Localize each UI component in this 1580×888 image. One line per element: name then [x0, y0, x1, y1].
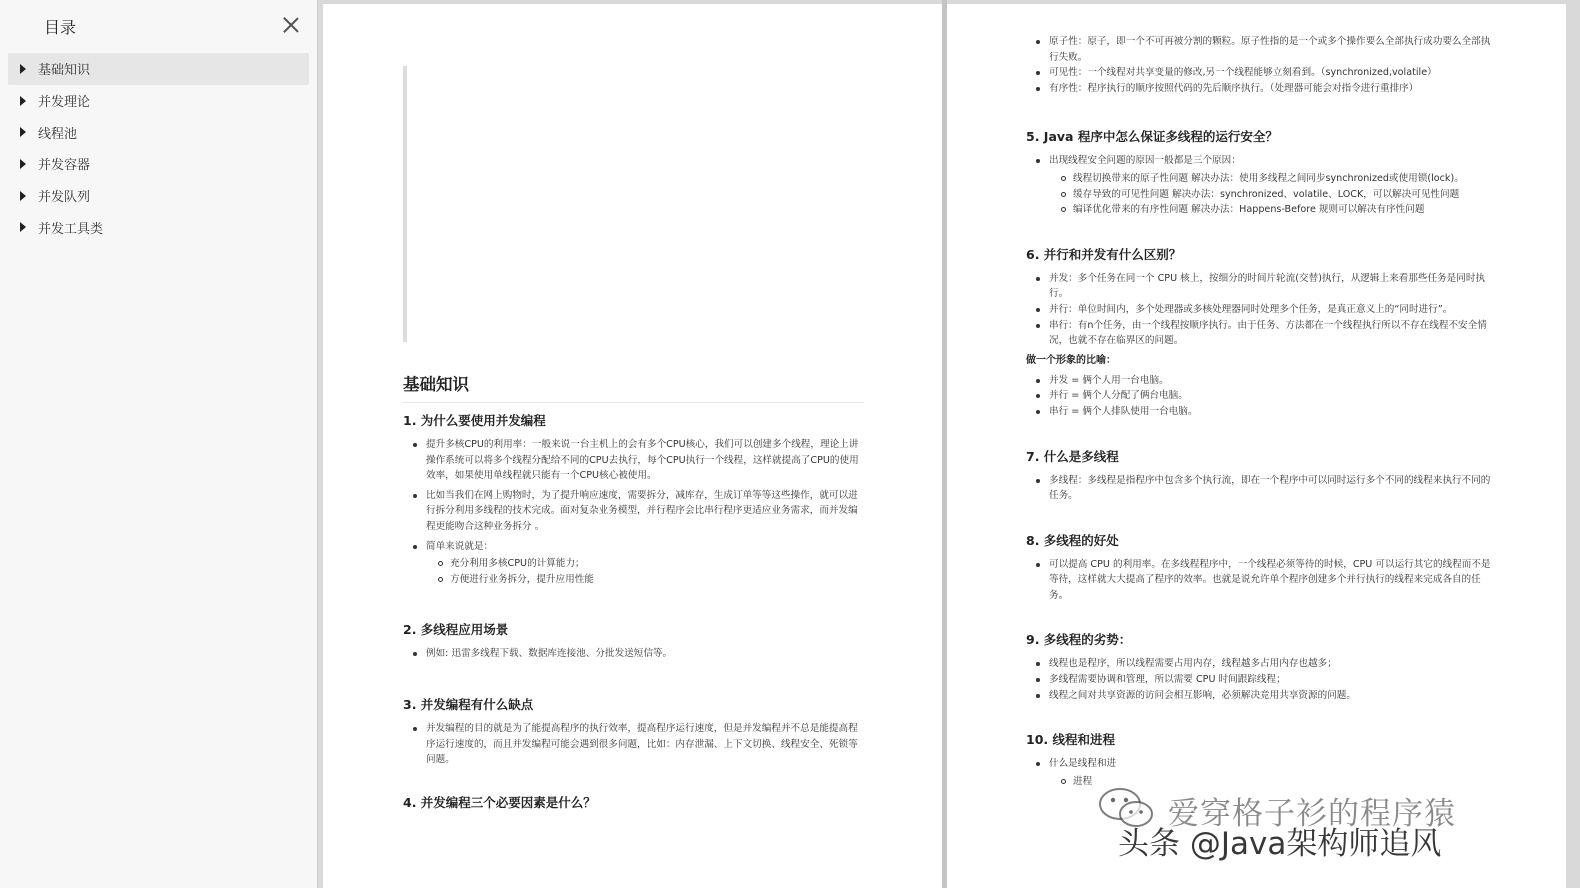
bullet-list	[403, 437, 864, 587]
question-heading: 4. 并发编程三个必要因素是什么？	[403, 794, 596, 810]
bullet-list	[1026, 656, 1492, 703]
sub-list	[1049, 774, 1492, 790]
blockquote-bar	[403, 66, 407, 342]
page-edge-right	[1566, 0, 1580, 888]
toc-header	[0, 0, 317, 52]
list-item: 线程之间对共享资源的访问会相互影响，必须解决竞用共享资源的问题。	[1026, 688, 1492, 704]
list-item	[1026, 756, 1492, 789]
document-page-1	[323, 4, 942, 888]
toc-item-thread-pool[interactable]	[8, 116, 309, 148]
toc-item-label: 并发理论	[38, 95, 91, 111]
list-item: 比如当我们在网上购物时，为了提升响应速度，需要拆分，减库存，生成订单等等这些操作，就可以进行拆分利用多线程的技术完成。面对复杂业务模型，并行程序会比串行程序更适应业务需求，而并发编程更能吻合这种业务拆分 。	[403, 488, 864, 535]
question-heading: 1. 为什么要使用并发编程	[403, 413, 546, 428]
list-item: 并行 = 俩个人分配了俩台电脑。	[1026, 388, 1492, 404]
toc-item-label: 并发工具类	[38, 221, 104, 237]
toc-item-queues[interactable]	[8, 180, 309, 212]
question-heading: 9. 多线程的劣势：	[1026, 632, 1132, 648]
bullet-list	[1026, 557, 1492, 604]
bullet-list	[403, 646, 864, 662]
sub-list-item: 方便进行业务拆分，提升应用性能	[426, 572, 864, 588]
list-item: 串行：有n个任务，由一个线程按顺序执行。由于任务、方法都在一个线程执行所以不存在线程不安全情况，也就不存在临界区的问题。	[1026, 318, 1492, 349]
toc-item-basics[interactable]	[8, 53, 309, 85]
list-item	[1026, 153, 1492, 217]
question-heading: 6. 并行和并发有什么区别？	[1026, 246, 1182, 262]
bullet-list	[403, 721, 864, 768]
page-1-content	[403, 372, 864, 819]
bullet-list	[1026, 153, 1492, 217]
watermark-text-2: 头条 @Java架构师追风	[1118, 826, 1442, 862]
page-2-content	[1026, 34, 1492, 789]
toc-item-tools[interactable]	[8, 211, 309, 243]
list-item-text: 什么是线程和进	[1049, 758, 1117, 770]
list-item: 可以提高 CPU 的利用率。在多线程程序中，一个线程必须等待的时候，CPU 可以运行其它的线程而不是等待，这样就大大提高了程序的效率。也就是说允许单个程序创建多个并行执行的线程来完成各自的任务。	[1026, 557, 1492, 604]
bullet-list	[1026, 373, 1492, 420]
sub-list-item: 线程切换带来的原子性问题 解决办法：使用多线程之间同步synchronized或使用锁(lock)。	[1049, 171, 1492, 187]
toc-item-containers[interactable]	[8, 148, 309, 180]
list-item: 例如: 迅雷多线程下载、数据库连接池、分批发送短信等。	[403, 646, 864, 662]
question-heading: 2. 多线程应用场景	[403, 622, 509, 638]
section-title: 基础知识	[403, 372, 864, 403]
list-item: 线程也是程序，所以线程需要占用内存，线程越多占用内存也越多；	[1026, 656, 1492, 672]
toc-title: 目录	[44, 17, 77, 37]
sub-list	[1049, 171, 1492, 218]
list-item: 并发 = 俩个人用一台电脑。	[1026, 373, 1492, 389]
bullet-list	[1026, 271, 1492, 349]
list-item: 原子性：原子，即一个不可再被分割的颗粒。原子性指的是一个或多个操作要么全部执行成功要么全部执行失败。	[1026, 34, 1492, 65]
caret-right-icon[interactable]	[20, 127, 26, 137]
toc-item-label: 基础知识	[38, 63, 91, 79]
bullet-list	[1026, 756, 1492, 789]
toc-item-theory[interactable]	[8, 85, 309, 117]
list-item: 多线程需要协调和管理，所以需要 CPU 时间跟踪线程；	[1026, 672, 1492, 688]
caret-right-icon[interactable]	[20, 96, 26, 106]
caret-right-icon[interactable]	[20, 222, 26, 232]
close-icon[interactable]	[281, 15, 301, 35]
list-item: 多线程：多线程是指程序中包含多个执行流，即在一个程序中可以同时运行多个不同的线程来执行不同的任务。	[1026, 473, 1492, 504]
list-item: 并发编程的目的就是为了能提高程序的执行效率，提高程序运行速度，但是并发编程并不总是能提高程序运行速度的，而且并发编程可能会遇到很多问题，比如：内存泄漏、上下文切换、线程安全、死锁等问题。	[403, 721, 864, 768]
caret-right-icon[interactable]	[20, 191, 26, 201]
question-heading: 10. 线程和进程	[1026, 732, 1115, 748]
bullet-list	[1026, 34, 1492, 96]
toc-sidebar	[0, 0, 318, 888]
list-item: 可见性：一个线程对共享变量的修改,另一个线程能够立刻看到。（synchronized,volatile）	[1026, 65, 1492, 81]
question-heading: 7. 什么是多线程	[1026, 448, 1119, 464]
caret-right-icon[interactable]	[20, 159, 26, 169]
toc-item-label: 线程池	[38, 126, 78, 142]
list-item-text: 出现线程安全问题的原因一般都是三个原因：	[1049, 155, 1241, 167]
toc-item-label: 并发队列	[38, 190, 91, 206]
list-item: 串行 = 俩个人排队使用一台电脑。	[1026, 404, 1492, 420]
list-item-text: 简单来说就是：	[426, 540, 494, 552]
question-heading: 8. 多线程的好处	[1026, 532, 1119, 548]
caret-right-icon[interactable]	[20, 64, 26, 74]
list-item: 有序性：程序执行的顺序按照代码的先后顺序执行。（处理器可能会对指令进行重排序）	[1026, 81, 1492, 97]
toc-list	[0, 53, 317, 243]
watermark-text-1: 爱穿格子衫的程序猿	[1168, 796, 1456, 832]
sub-list	[426, 556, 864, 587]
list-item	[403, 539, 864, 588]
toc-item-label: 并发容器	[38, 158, 91, 174]
sub-list-item: 充分利用多核CPU的计算能力；	[426, 556, 864, 572]
list-item: 并行：单位时间内，多个处理器或多核处理器同时处理多个任务，是真正意义上的“同时进行”。	[1026, 302, 1492, 318]
question-heading: 3. 并发编程有什么缺点	[403, 696, 534, 712]
sub-list-item: 编译优化带来的有序性问题 解决办法：Happens-Before 规则可以解决有序性问题	[1049, 202, 1492, 218]
analogy-heading: 做一个形象的比喻：	[1026, 354, 1116, 366]
question-heading: 5. Java 程序中怎么保证多线程的运行安全？	[1026, 129, 1278, 145]
document-page-2	[947, 4, 1566, 888]
list-item: 并发：多个任务在同一个 CPU 核上，按细分的时间片轮流(交替)执行，从逻辑上来看那些任务是同时执行。	[1026, 271, 1492, 302]
sub-list-item: 进程	[1049, 774, 1492, 790]
sub-list-item: 缓存导致的可见性问题 解决办法：synchronized、volatile、LOCK，可以解决可见性问题	[1049, 187, 1492, 203]
bullet-list	[1026, 473, 1492, 504]
list-item: 提升多核CPU的利用率：一般来说一台主机上的会有多个CPU核心，我们可以创建多个线程，理论上讲操作系统可以将多个线程分配给不同的CPU去执行，每个CPU执行一个线程，这样就提高了CPU的使用效率，如果使用单线程就只能有一个CPU核心被使用。	[403, 437, 864, 484]
